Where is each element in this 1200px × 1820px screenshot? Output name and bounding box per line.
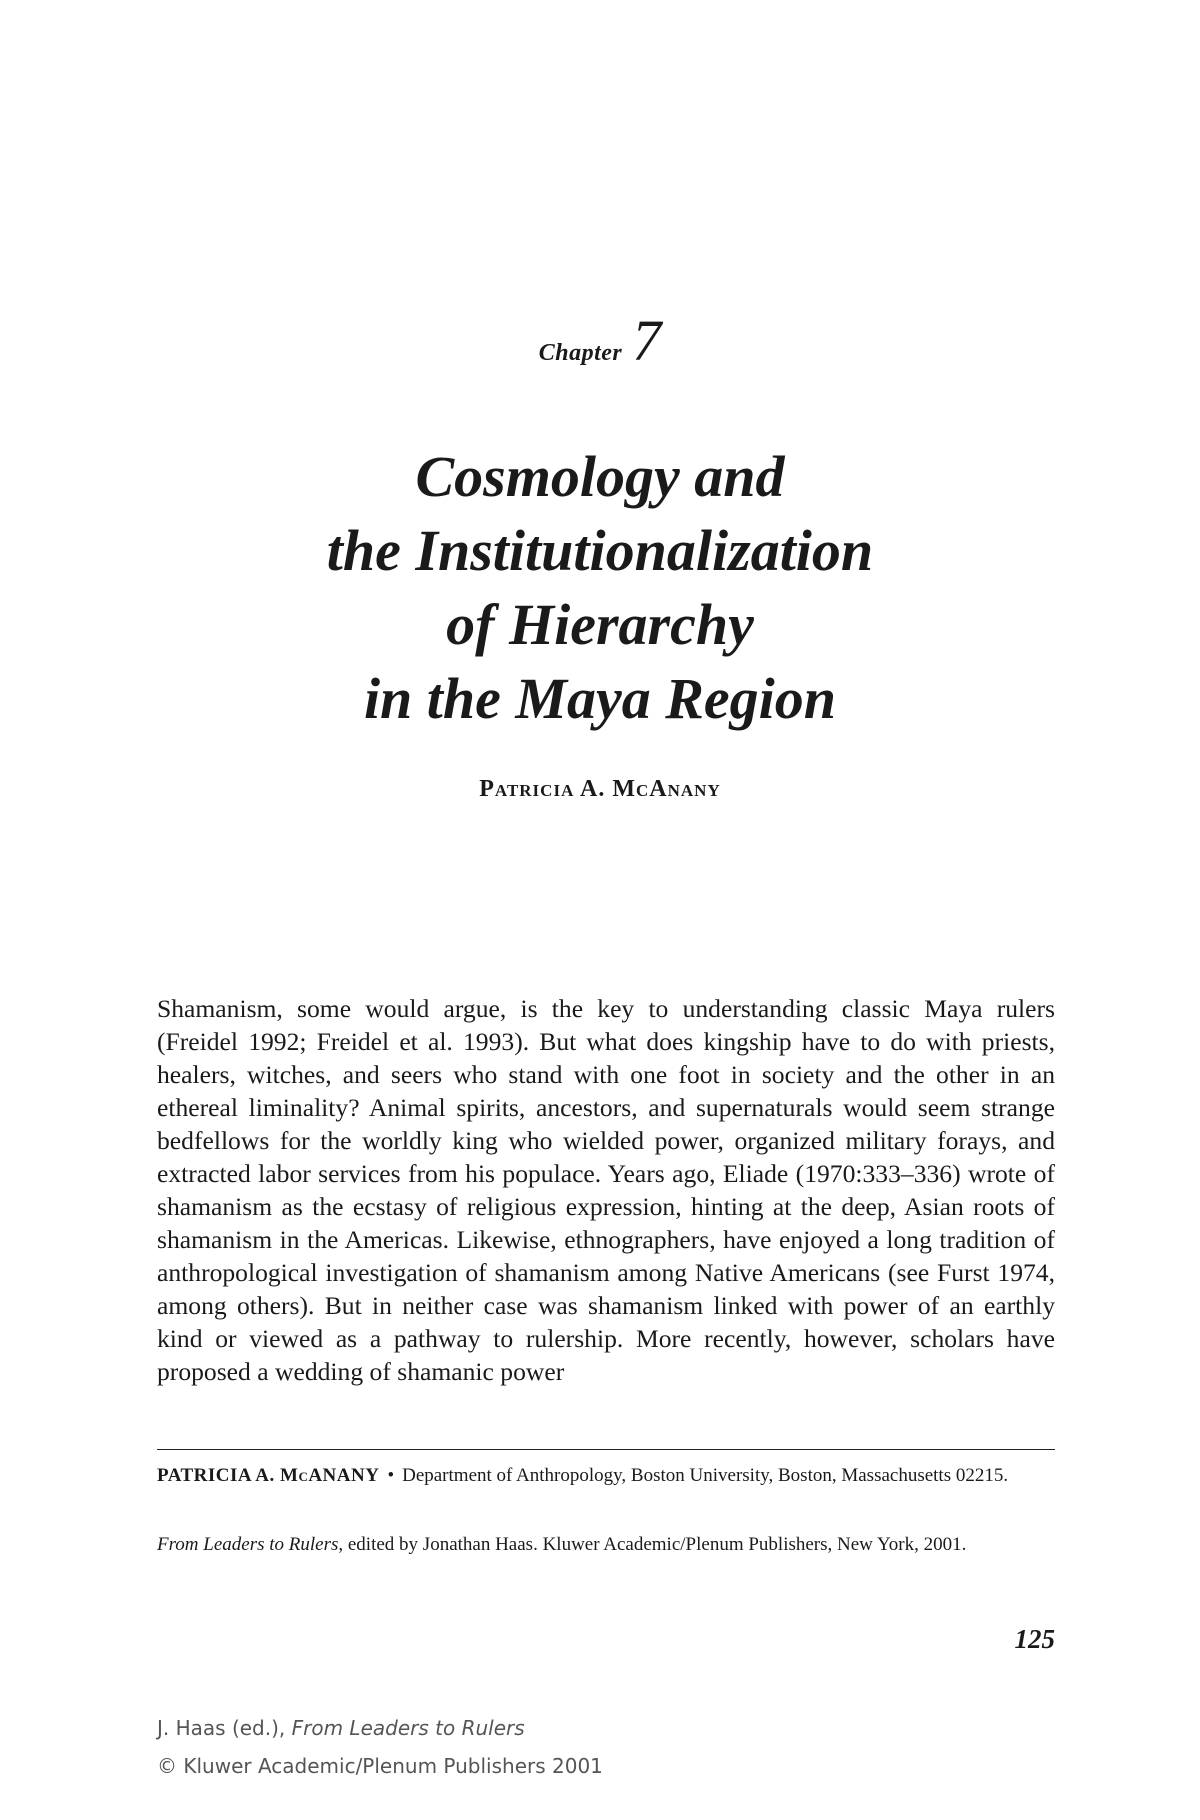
source-publication: , edited by Jonathan Haas. Kluwer Academic/Plenum Publishers, New York, 2001. — [338, 1534, 967, 1555]
title-line-2: the Institutionalization — [326, 518, 874, 583]
source-note — [157, 1532, 1055, 1558]
body-paragraph: Shamanism, some would argue, is the key to understanding classic Maya rulers (Freidel 1992; Freidel et al. 1993). But what does kingship have to do with priests, healers, witches, and seers who stand with one foot in society and the other in an ethereal liminality? Animal spirits, ancestors, and supernaturals would seem strange bedfellows for the worldly king who wielded power, organized military forays, and extracted labor services from his populace. Years ago, Eliade (1970:333–336) wrote of shamanism as the ecstasy of religious expression, hinting at the deep, Asian roots of shamanism in the Americas. Likewise, ethnographers, have enjoyed a long tradition of anthropological investigation of shamanism among Native Americans (see Furst 1974, among others). But in neither case was shamanism linked with power of an earthly kind or viewed as a pathway to rulership. More recently, however, scholars have proposed a wedding of shamanic power — [157, 994, 1055, 1386]
copyright-line: © Kluwer Academic/Plenum Publishers 2001 — [157, 1754, 603, 1778]
footnote-separator: • — [387, 1465, 395, 1486]
title-line-1: Cosmology and — [415, 444, 785, 509]
page-number: 125 — [1014, 1624, 1055, 1654]
footnote-divider — [157, 1449, 1055, 1450]
author-name: Patricia A. McAnany — [479, 776, 721, 802]
citation-book-title: From Leaders to Rulers — [291, 1716, 525, 1740]
chapter-word: Chapter — [538, 340, 623, 366]
footnote-affiliation: Department of Anthropology, Boston University, Boston, Massachusetts 02215. — [402, 1465, 1009, 1486]
chapter-number: 7 — [632, 308, 662, 373]
author-affiliation-note — [157, 1463, 1055, 1489]
footnote-author-name: PATRICIA A. McANANY — [157, 1465, 380, 1486]
source-book-title: From Leaders to Rulers — [157, 1534, 339, 1555]
title-line-4: in the Maya Region — [363, 666, 837, 731]
chapter-title — [0, 440, 1200, 736]
chapter-heading — [0, 308, 1200, 373]
citation-line — [157, 1718, 525, 1738]
title-line-3: of Hierarchy — [446, 592, 754, 657]
citation-editor: J. Haas (ed.), — [157, 1716, 292, 1740]
